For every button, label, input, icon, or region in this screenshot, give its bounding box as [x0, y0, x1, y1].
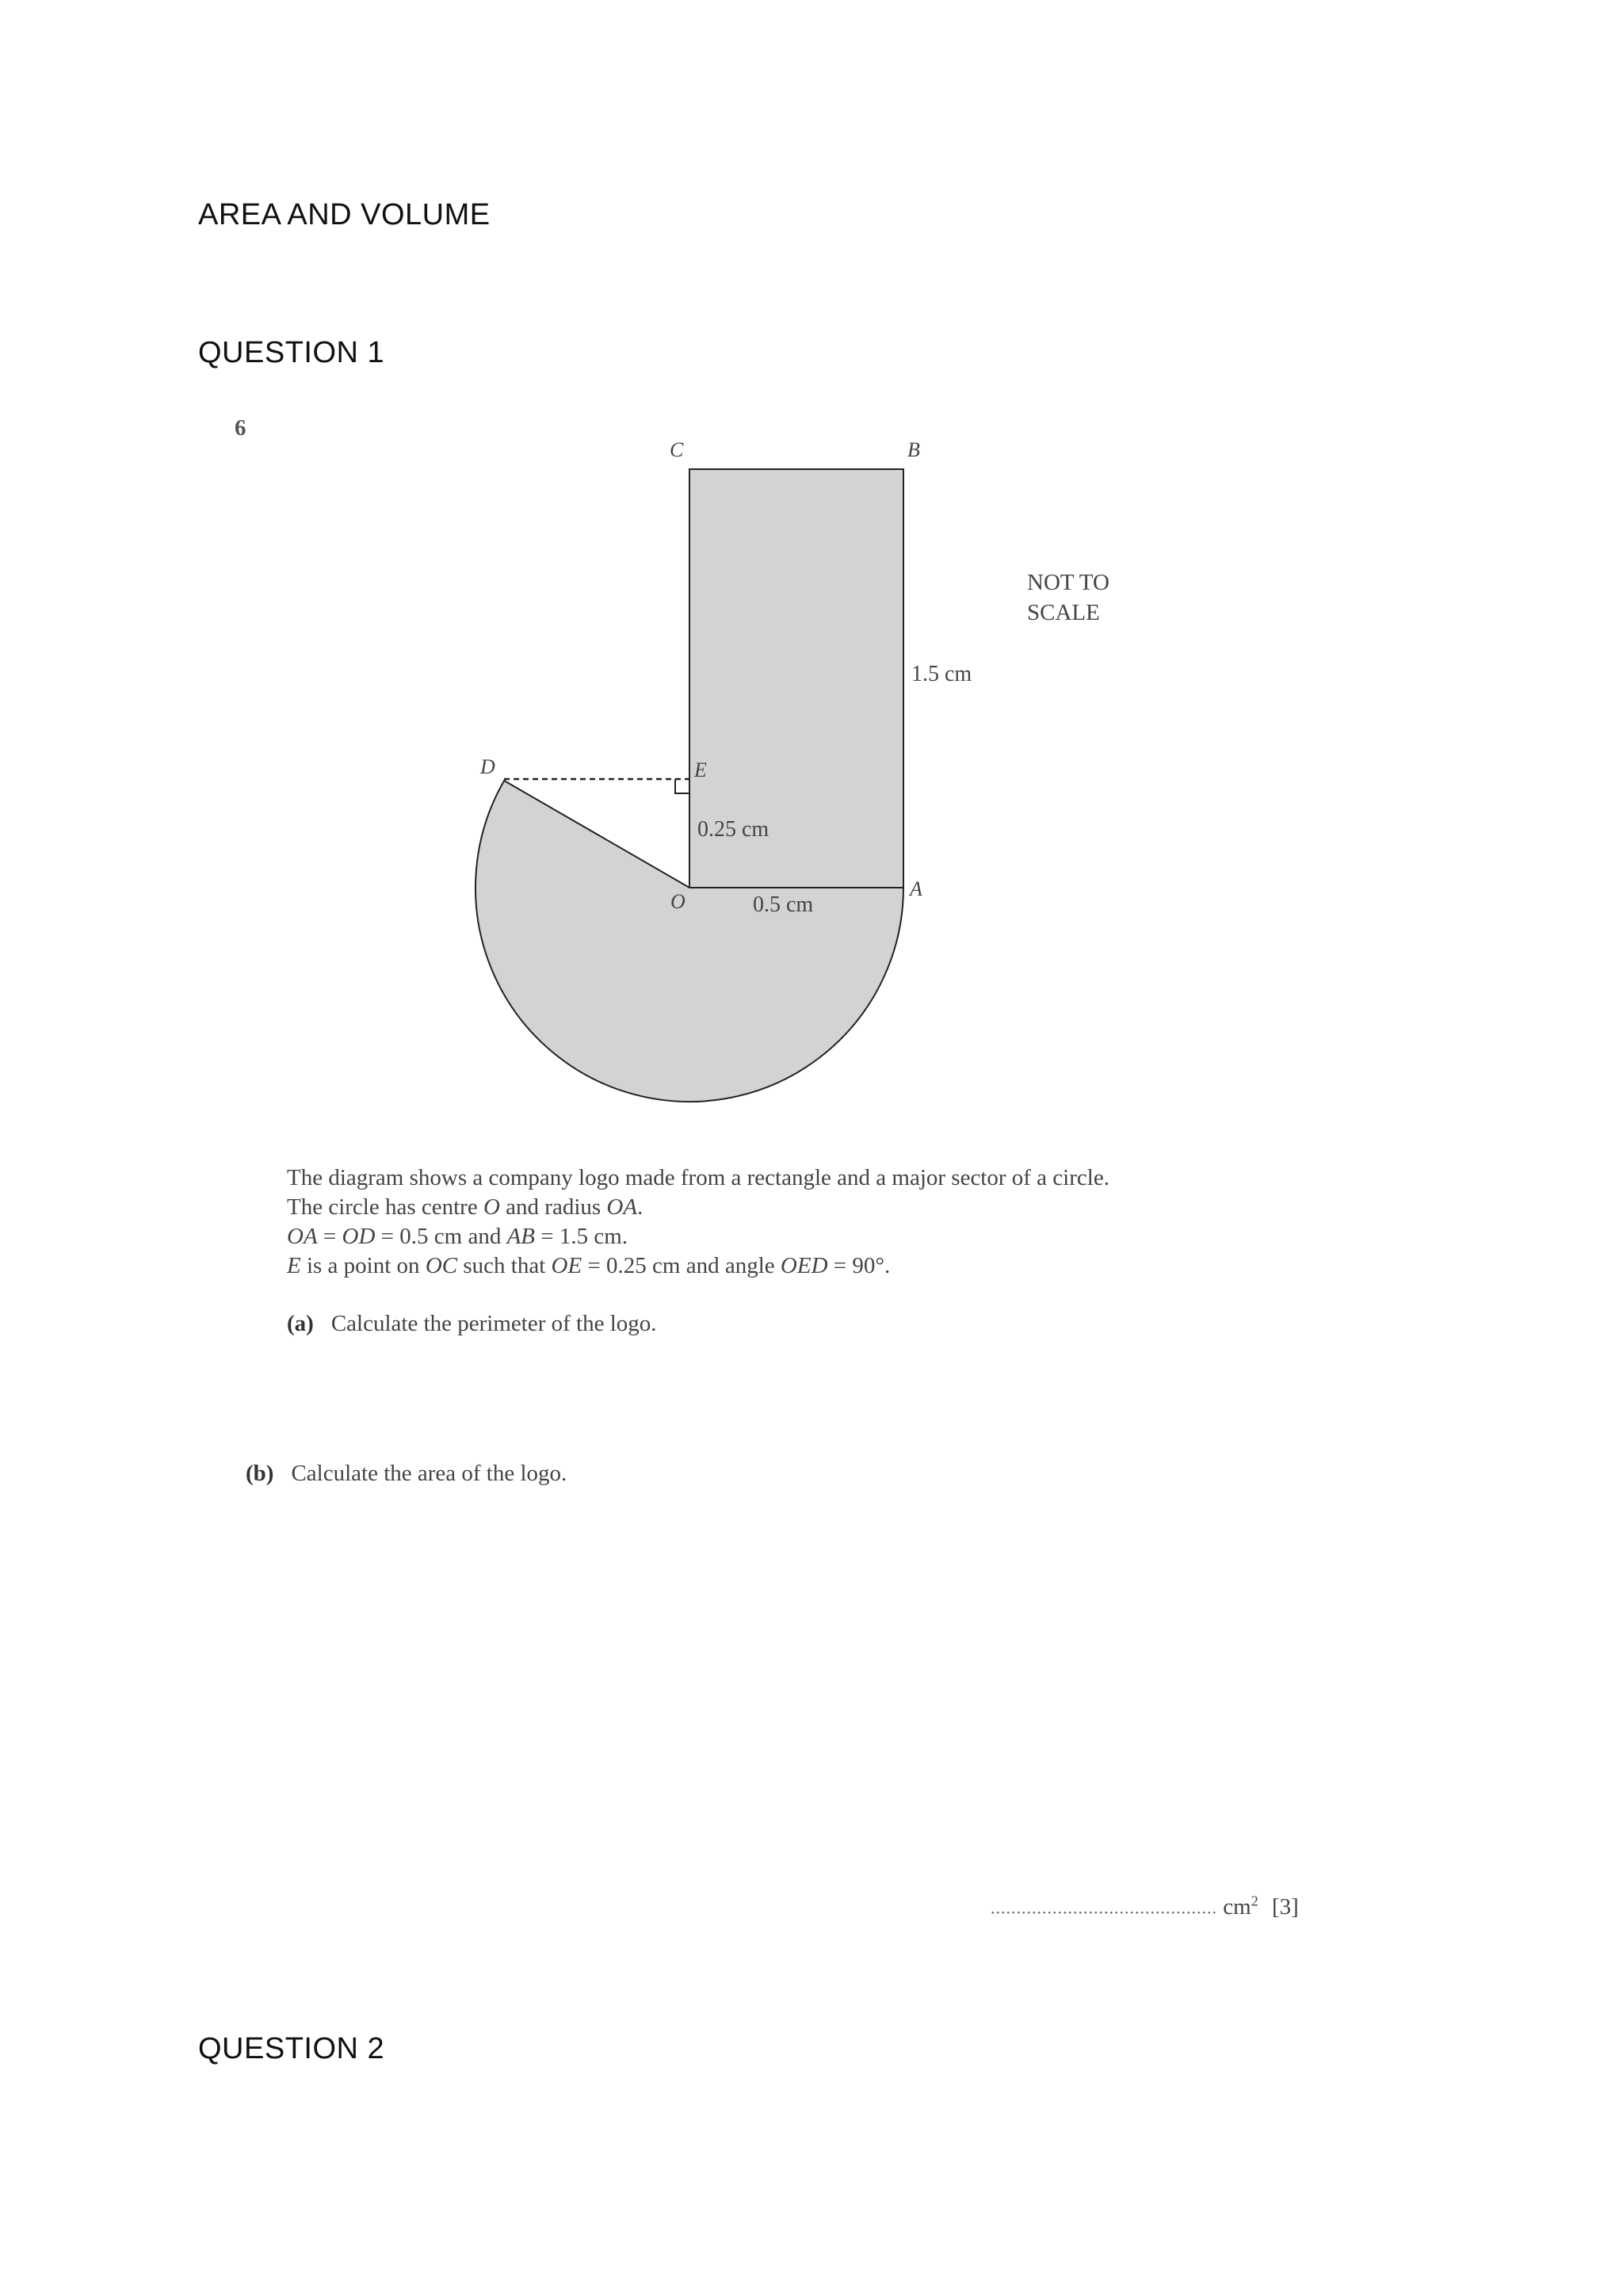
- part-a: [287, 1311, 657, 1337]
- description-line-1: The diagram shows a company logo made from a rectangle and a major sector of a circle.: [287, 1165, 1109, 1190]
- length-oe: 0.25 cm: [697, 817, 769, 842]
- question-number: 6: [235, 415, 246, 441]
- question-2-heading: QUESTION 2: [198, 2032, 385, 2065]
- answer-line: [991, 1893, 1299, 1920]
- label-c: C: [670, 438, 684, 461]
- description-line-4: E is a point on OC such that OE = 0.25 cm and angle OED = 90°.: [287, 1253, 891, 1278]
- part-b-text: Calculate the area of the logo.: [291, 1461, 567, 1486]
- label-b: B: [907, 438, 920, 461]
- page-title: AREA AND VOLUME: [198, 198, 491, 231]
- part-a-text: Calculate the perimeter of the logo.: [330, 1311, 657, 1336]
- answer-unit: $cm^2$: [1223, 1893, 1258, 1920]
- question-1-heading: QUESTION 1: [198, 336, 385, 369]
- right-angle-marker: [675, 779, 689, 793]
- note-line-1: NOT TO: [1027, 570, 1109, 595]
- length-oa: 0.5 cm: [753, 892, 814, 917]
- length-ab: 1.5 cm: [911, 662, 972, 686]
- question-description: [287, 1163, 1317, 1281]
- label-e: E: [694, 758, 707, 781]
- note-line-2: SCALE: [1027, 600, 1100, 625]
- label-d: D: [480, 755, 495, 778]
- label-o: O: [670, 890, 685, 913]
- part-b: [246, 1461, 567, 1487]
- part-b-label: (b): [246, 1461, 274, 1486]
- description-line-2: The circle has centre O and radius OA.: [287, 1194, 643, 1220]
- logo-diagram: [444, 428, 999, 1110]
- answer-marks: [3]: [1271, 1893, 1299, 1920]
- answer-dots[interactable]: ............................................: [991, 1897, 1217, 1918]
- description-line-3: OA = OD = 0.5 cm and AB = 1.5 cm.: [287, 1224, 628, 1249]
- label-a: A: [910, 877, 922, 900]
- not-to-scale-note: [1027, 567, 1109, 628]
- part-a-label: (a): [287, 1311, 314, 1336]
